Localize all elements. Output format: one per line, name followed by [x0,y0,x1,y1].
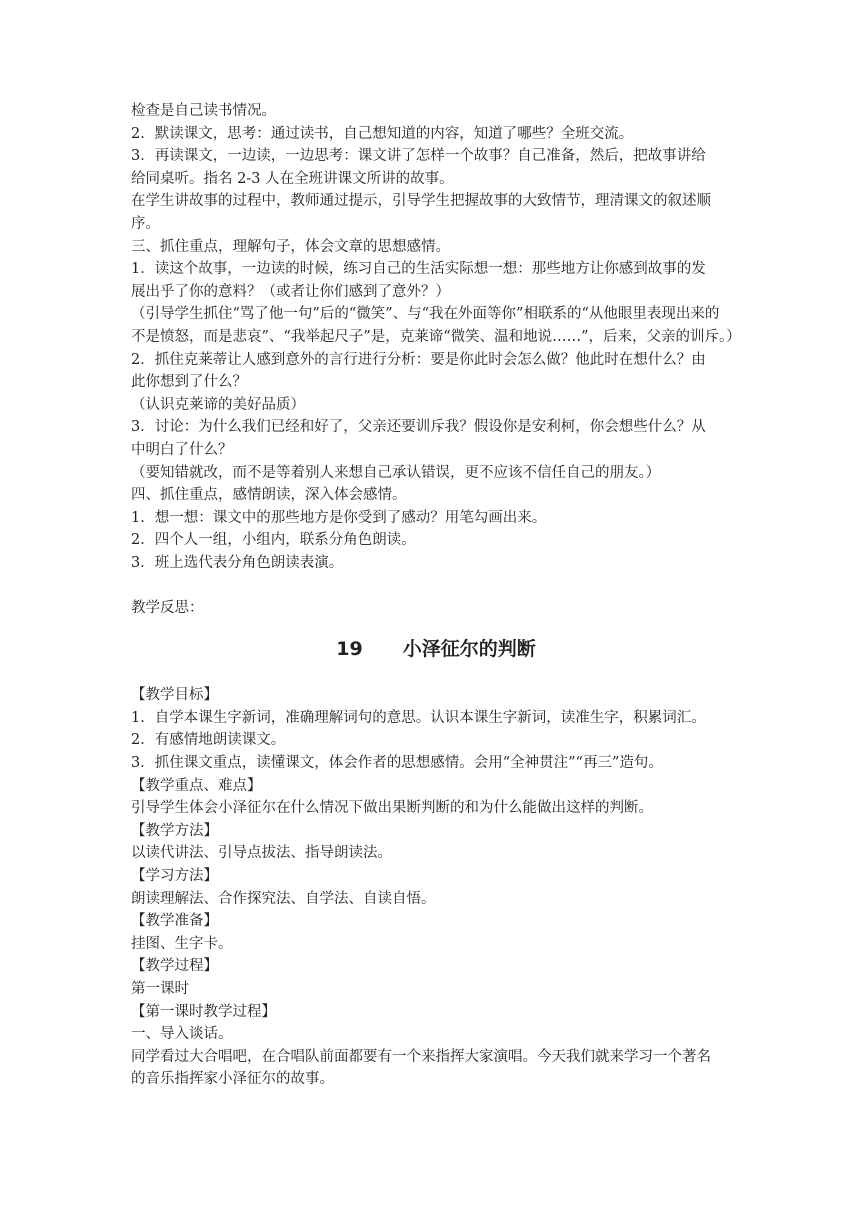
lesson-name: 小泽征尔的判断 [402,637,536,660]
text-line: 3．抓住课文重点，读懂课文，体会作者的思想感情。会用“全神贯注”“再三”造句。 [131,755,663,772]
text-line: 的音乐指挥家小泽征尔的故事。 [131,1071,334,1088]
text-line: 同学看过大合唱吧，在合唱队前面都要有一个来指挥大家演唱。今天我们就来学习一个著名 [131,1048,711,1065]
text-line: 【教学重点、难点】 [131,777,262,794]
lesson-number: 19 [336,637,363,660]
text-line: 2．有感情地朗读课文。 [131,732,286,749]
text-line: 【学习方法】 [131,868,218,884]
text-line: 不是愤怒，而是悲哀”、“我举起尺子”是，克莱谛“微笑、温和地说……”，后来，父亲的训斥。） [131,328,741,345]
text-line: 【教学准备】 [131,913,218,930]
text-line: 3．班上选代表分角色朗读表演。 [131,554,344,571]
text-line: 以读代讲法、引导点拔法、指导朗读法。 [131,845,392,862]
text-line: 【教学目标】 [131,687,218,704]
text-line: 【教学方法】 [131,822,218,839]
lesson-title [131,638,741,661]
text-line: 三、抓住重点，理解句子，体会文章的思想感情。 [131,238,450,255]
lesson-18-content [131,100,741,574]
text-line: 3．再读课文，一边读，一边思考：课文讲了怎样一个故事？自己准备，然后，把故事讲给 [131,148,706,165]
text-line: 【教学过程】 [131,958,218,975]
text-line: 中明白了什么？ [131,441,233,458]
text-line: 四、抓住重点，感情朗读，深入体会感情。 [131,487,407,504]
text-line: 检查是自己读书情况。 [131,103,276,119]
text-line: （认识克莱谛的美好品质） [131,396,305,413]
text-line: 第一课时 [131,980,189,997]
text-line: 【第一课时教学过程】 [131,1003,276,1020]
text-line: 在学生讲故事的过程中，教师通过提示，引导学生把握故事的大致情节，理清课文的叙述顺 [131,193,711,210]
text-line: 展出乎了你的意料？（或者让你们感到了意外？） [131,283,450,300]
lesson-19-content [131,684,741,1091]
text-line: 给同桌听。指名 2-3 人在全班讲课文所讲的故事。 [131,170,454,187]
text-line: 2．默读课文，思考：通过读书，自己想知道的内容，知道了哪些？全班交流。 [131,125,634,142]
text-line: 3．讨论：为什么我们已经和好了，父亲还要训斥我？假设你是安利柯，你会想些什么？从 [131,419,706,436]
text-line: 朗读理解法、合作探究法、自学法、自读自悟。 [131,890,436,907]
text-line: 2．四个人一组，小组内，联系分角色朗读。 [131,532,416,549]
text-line: 一、导入谈话。 [131,1026,233,1043]
text-line: 1．读这个故事，一边读的时候，练习自己的生活实际想一想：那些地方让你感到故事的发 [131,261,706,278]
document-page [131,100,741,1091]
text-line: （要知错就改，而不是等着别人来想自己承认错误，更不应该不信任自己的朋友。） [131,464,661,481]
text-line: 1．自学本课生字新词，准确理解词句的意思。认识本课生字新词，读准生字，积累词汇。 [131,709,706,726]
text-line: 引导学生体会小泽征尔在什么情况下做出果断判断的和为什么能做出这样的判断。 [131,800,653,817]
text-line: （引导学生抓住“骂了他一句”后的“微笑”、与“我在外面等你”相联系的“从他眼里表现出来的 [131,306,720,323]
text-line: 此你想到了什么？ [131,374,247,391]
text-line: 挂图、生字卡。 [131,935,233,952]
text-line: 2．抓住克莱蒂让人感到意外的言行进行分析：要是你此时会怎么做？他此时在想什么？由 [131,351,706,368]
text-line: 序。 [131,215,160,232]
reflection-label: 教学反思： [131,600,204,617]
text-line: 1．想一想：课文中的那些地方是你受到了感动？用笔勾画出来。 [131,509,547,526]
